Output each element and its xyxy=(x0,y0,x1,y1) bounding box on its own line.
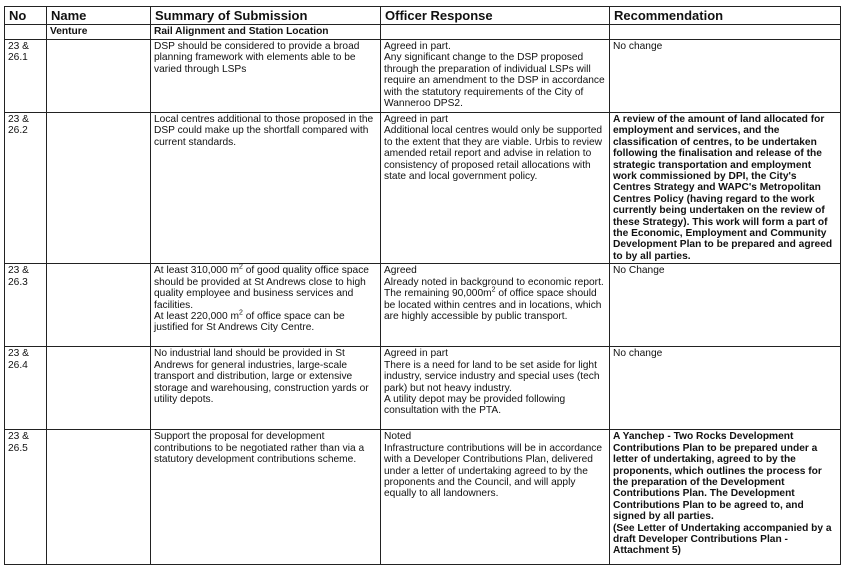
response-text: A utility depot may be provided following consultation with the PTA. xyxy=(384,393,566,417)
summary-text: No industrial land should be provided in St Andrews for general industries, large-scale transport and distribution, large or extensive storage and warehousing, construction yards or utility depots. xyxy=(154,348,369,405)
superscript: 2 xyxy=(238,263,243,271)
recommendation-note: (See Letter of Undertaking accompanied by a draft Developer Contributions Plan - Attachment 5) xyxy=(613,522,832,557)
row-recommendation xyxy=(610,430,841,565)
table-row xyxy=(5,430,841,565)
row-response xyxy=(381,264,610,347)
response-text: Additional local centres would only be supported to the extent that they are viable. Urbis to review amended retail report and advise in relation to consistency of proposed retail allocations with state and local government policy. xyxy=(384,125,603,183)
row-summary xyxy=(151,113,381,264)
subheader-no xyxy=(5,25,47,40)
table-row xyxy=(5,347,841,430)
row-response xyxy=(381,40,610,113)
row-number: 23 & 26.1 xyxy=(5,40,47,113)
table-row xyxy=(5,264,841,347)
row-response xyxy=(381,113,610,264)
row-response xyxy=(381,430,610,565)
response-text: Any significant change to the DSP proposed through the preparation of individual LSPs will require an amendment to the DSP in accordance with the statutory requirements of the City of Wanneroo DPS2. xyxy=(384,52,605,110)
row-summary xyxy=(151,430,381,565)
row-recommendation xyxy=(610,40,841,113)
summary-text: Local centres additional to those proposed in the DSP could make up the shortfall compared with current standards. xyxy=(154,114,374,148)
row-name xyxy=(47,264,151,347)
row-summary xyxy=(151,264,381,347)
summary-text: Support the proposal for development contributions to be negotiated rather than via a statutory development contributions scheme. xyxy=(154,431,365,466)
row-name xyxy=(47,347,151,430)
summary-text: DSP should be considered to provide a broad planning framework with elements able to be varied through LSPs xyxy=(154,41,360,75)
row-number: 23 & 26.5 xyxy=(5,430,47,565)
row-name xyxy=(47,113,151,264)
row-name xyxy=(47,430,151,565)
summary-text: At least 310,000 $m^2$ of good quality office space should be provided at St Andrews close to high quality employee and business services and facilities. xyxy=(154,263,369,311)
row-recommendation xyxy=(610,264,841,347)
summary-text: At least 220,000 $m^2$ of office space can be justified for St Andrews City Centre. xyxy=(154,309,345,334)
row-recommendation xyxy=(610,113,841,264)
superscript: 2 xyxy=(491,286,496,294)
row-number: 23 & 26.2 xyxy=(5,113,47,264)
subheader-recommendation xyxy=(610,25,841,40)
submissions-table xyxy=(4,6,841,565)
table-row xyxy=(5,113,841,264)
superscript: 2 xyxy=(238,309,243,317)
response-text: The remaining $90,000m^2$ of office space should be located within centres and in locations, which are highly accessible by public transport. xyxy=(384,286,602,322)
recommendation-text: No change xyxy=(613,41,663,52)
row-summary xyxy=(151,347,381,430)
subheader-name: Venture xyxy=(47,25,151,40)
header-officer-response: Officer Response xyxy=(381,7,610,25)
header-row xyxy=(5,7,841,25)
header-recommendation: Recommendation xyxy=(610,7,841,25)
response-text: Agreed xyxy=(384,265,417,277)
response-text: Noted xyxy=(384,431,412,443)
header-no: No xyxy=(5,7,47,25)
row-recommendation xyxy=(610,347,841,430)
recommendation-text: A review of the amount of land allocated for employment and services, and the classification of centres, to be undertaken following the finalisation and release of the strategic transportation and employment work commissioned by DPI, the City's Centres Strategy and WAPC's Metropolitan Centres Policy (having regard to the work currently being undertaken on the review of these Strategy). This work will form a part of the Economic, Employment and Community Development Plan to be prepared and agreed to by all parties. xyxy=(613,114,833,262)
row-name xyxy=(47,40,151,113)
header-name: Name xyxy=(47,7,151,25)
response-text: Already noted in background to economic report. xyxy=(384,276,604,288)
recommendation-text: No change xyxy=(613,348,663,360)
response-text: Agreed in part xyxy=(384,348,448,360)
row-response xyxy=(381,347,610,430)
subheader-summary: Rail Alignment and Station Location xyxy=(151,25,381,40)
row-number: 23 & 26.4 xyxy=(5,347,47,430)
response-text: Agreed in part xyxy=(384,114,448,125)
response-text: There is a need for land to be set aside for light industry, service industry and special uses (tech park) but not heavy industry. xyxy=(384,359,600,394)
subheader-row xyxy=(5,25,841,40)
row-summary xyxy=(151,40,381,113)
subheader-response xyxy=(381,25,610,40)
recommendation-text: No Change xyxy=(613,265,665,277)
response-text: Infrastructure contributions will be in accordance with a Developer Contributions Plan, delivered under a letter of undertaking agreed to by the proponents and the Council, and will apply equally to all landowners. xyxy=(384,442,603,500)
response-text: Agreed in part. xyxy=(384,41,451,52)
row-number: 23 & 26.3 xyxy=(5,264,47,347)
table-row xyxy=(5,40,841,113)
header-summary: Summary of Submission xyxy=(151,7,381,25)
recommendation-text: A Yanchep - Two Rocks Development Contributions Plan to be prepared under a letter of undertaking, agreed to by the proponents, which outlines the process for the preparation of the Development Contributions Plan. The Development Contributions Plan to be agreed to, and signed by all parties. xyxy=(613,431,822,523)
